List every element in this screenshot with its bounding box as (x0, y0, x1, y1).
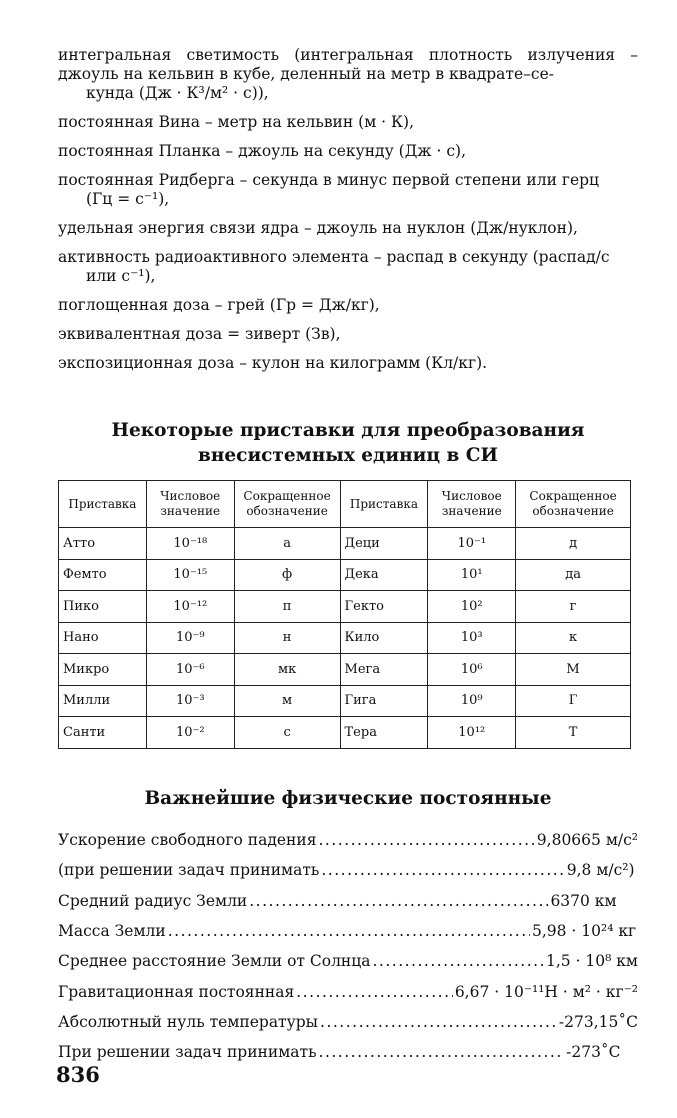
prefix-abbr: м (234, 685, 340, 717)
prefix-name: Мега (340, 654, 428, 686)
prefix-abbr: н (234, 622, 340, 654)
table-header-row (59, 481, 631, 528)
prefix-value: 10³ (428, 622, 516, 654)
title-line: Некоторые приставки для преобразования (111, 420, 585, 441)
table-row (59, 591, 631, 623)
constant-value: 6370 км (550, 891, 617, 910)
unit-item (58, 46, 638, 103)
prefix-value: 10⁻² (146, 717, 234, 749)
constant-value: 9,8 м/с²) (566, 861, 635, 880)
constant-label: Среднее расстояние Земли от Солнца (58, 952, 371, 971)
prefix-name: Атто (59, 528, 147, 560)
column-header: Сокращенное обозначение (234, 481, 340, 528)
prefix-name: Милли (59, 685, 147, 717)
table-row (59, 559, 631, 591)
prefix-value: 10⁶ (428, 654, 516, 686)
table-row (59, 622, 631, 654)
constant-label: Масса Земли (58, 922, 166, 941)
prefix-table (58, 480, 631, 749)
prefix-name: Санти (59, 717, 147, 749)
prefix-value: 10⁻¹⁵ (146, 559, 234, 591)
prefix-value: 10⁻¹⁸ (146, 528, 234, 560)
unit-item (58, 113, 638, 132)
unit-continuation: кунда (Дж · К³/м² · с)), (86, 84, 269, 102)
prefix-abbr: а (234, 528, 340, 560)
constant-label: Гравитационная постоянная (58, 982, 295, 1001)
constant-value: -273,15˚С (558, 1012, 638, 1031)
unit-continuation: или с⁻¹), (86, 267, 156, 285)
constant-row (58, 976, 638, 1006)
constant-row (58, 855, 638, 885)
prefix-abbr: п (234, 591, 340, 623)
constant-value: 5,98 · 10²⁴ кг (531, 922, 637, 941)
prefix-abbr: М (516, 654, 631, 686)
prefix-abbr: Т (516, 717, 631, 749)
prefix-name: Дека (340, 559, 428, 591)
table-row (59, 528, 631, 560)
unit-text: экспозиционная доза – кулон на килограмм (Кл/кг). (58, 354, 488, 372)
unit-item (58, 142, 638, 161)
unit-continuation: (Гц = с⁻¹), (86, 190, 170, 208)
column-header: Приставка (340, 481, 428, 528)
dot-leader (249, 891, 548, 911)
prefix-value: 10¹ (428, 559, 516, 591)
constant-row (58, 1007, 638, 1037)
table-row (59, 685, 631, 717)
constant-label: (при решении задач принимать (58, 861, 320, 880)
prefix-abbr: с (234, 717, 340, 749)
constant-value: 9,80665 м/с² (536, 831, 638, 850)
constant-label: Ускорение свободного падения (58, 831, 317, 850)
prefix-value: 10⁹ (428, 685, 516, 717)
prefix-abbr: к (516, 622, 631, 654)
dot-leader (168, 921, 530, 941)
prefix-name: Микро (59, 654, 147, 686)
dot-leader (320, 1012, 557, 1032)
unit-text: эквивалентная доза = зиверт (Зв), (58, 325, 341, 343)
prefix-value: 10⁻¹ (428, 528, 516, 560)
unit-item (58, 296, 638, 315)
constant-label: При решении задач принимать (58, 1043, 317, 1062)
prefix-abbr: г (516, 591, 631, 623)
dot-leader (372, 951, 543, 971)
unit-text: постоянная Вина – метр на кельвин (м · К), (58, 113, 415, 131)
unit-item (58, 171, 638, 209)
dot-leader (318, 830, 534, 850)
column-header: Числовое значение (428, 481, 516, 528)
prefix-abbr: д (516, 528, 631, 560)
prefix-value: 10⁻⁹ (146, 622, 234, 654)
constants-list (58, 825, 638, 1067)
unit-text: активность радиоактивного элемента – распад в секунду (распад/с (58, 248, 610, 266)
unit-text: постоянная Ридберга – секунда в минус первой степени или герц (58, 171, 600, 189)
column-header: Числовое значение (146, 481, 234, 528)
constant-row (58, 916, 638, 946)
prefix-name: Фемто (59, 559, 147, 591)
dot-leader (319, 1042, 565, 1062)
unit-item (58, 325, 638, 344)
constant-label: Средний радиус Земли (58, 891, 248, 910)
unit-item (58, 219, 638, 238)
constant-value: 6,67 · 10⁻¹¹Н · м² · кг⁻² (454, 982, 638, 1001)
constant-row (58, 1037, 638, 1067)
constants-title: Важнейшие физические постоянные (144, 788, 552, 809)
prefix-value: 10² (428, 591, 516, 623)
prefix-name: Тера (340, 717, 428, 749)
prefix-name: Пико (59, 591, 147, 623)
unit-text: интегральная светимость (интегральная плотность излучения – джоуль на кельвин в кубе, деленный на метр в квадрате–се- (58, 46, 638, 83)
table-row (59, 717, 631, 749)
dot-leader (321, 860, 564, 880)
prefix-name: Гекто (340, 591, 428, 623)
unit-text: поглощенная доза – грей (Гр = Дж/кг), (58, 296, 380, 314)
prefix-abbr: ф (234, 559, 340, 591)
prefix-value: 10⁻³ (146, 685, 234, 717)
prefix-abbr: мк (234, 654, 340, 686)
prefix-value: 10⁻¹² (146, 591, 234, 623)
column-header: Приставка (59, 481, 147, 528)
units-list (58, 46, 638, 383)
constant-row (58, 946, 638, 976)
prefix-abbr: Г (516, 685, 631, 717)
prefix-table-title (58, 418, 638, 468)
page-number: 836 (56, 1062, 100, 1087)
constant-row (58, 886, 638, 916)
prefix-value: 10⁻⁶ (146, 654, 234, 686)
unit-text: постоянная Планка – джоуль на секунду (Дж · с), (58, 142, 466, 160)
title-line: внесистемных единиц в СИ (198, 445, 498, 466)
constant-value: 1,5 · 10⁸ км (545, 952, 638, 971)
unit-item (58, 354, 638, 373)
prefix-name: Кило (340, 622, 428, 654)
constant-label: Абсолютный нуль температуры (58, 1012, 319, 1031)
unit-text: удельная энергия связи ядра – джоуль на нуклон (Дж/нуклон), (58, 219, 578, 237)
constant-value: -273˚С (566, 1043, 621, 1062)
prefix-name: Гига (340, 685, 428, 717)
constant-row (58, 825, 638, 855)
prefix-value: 10¹² (428, 717, 516, 749)
unit-item (58, 248, 638, 286)
prefix-name: Нано (59, 622, 147, 654)
column-header: Сокращенное обозначение (516, 481, 631, 528)
prefix-abbr: да (516, 559, 631, 591)
dot-leader (296, 982, 453, 1002)
prefix-name: Деци (340, 528, 428, 560)
table-row (59, 654, 631, 686)
